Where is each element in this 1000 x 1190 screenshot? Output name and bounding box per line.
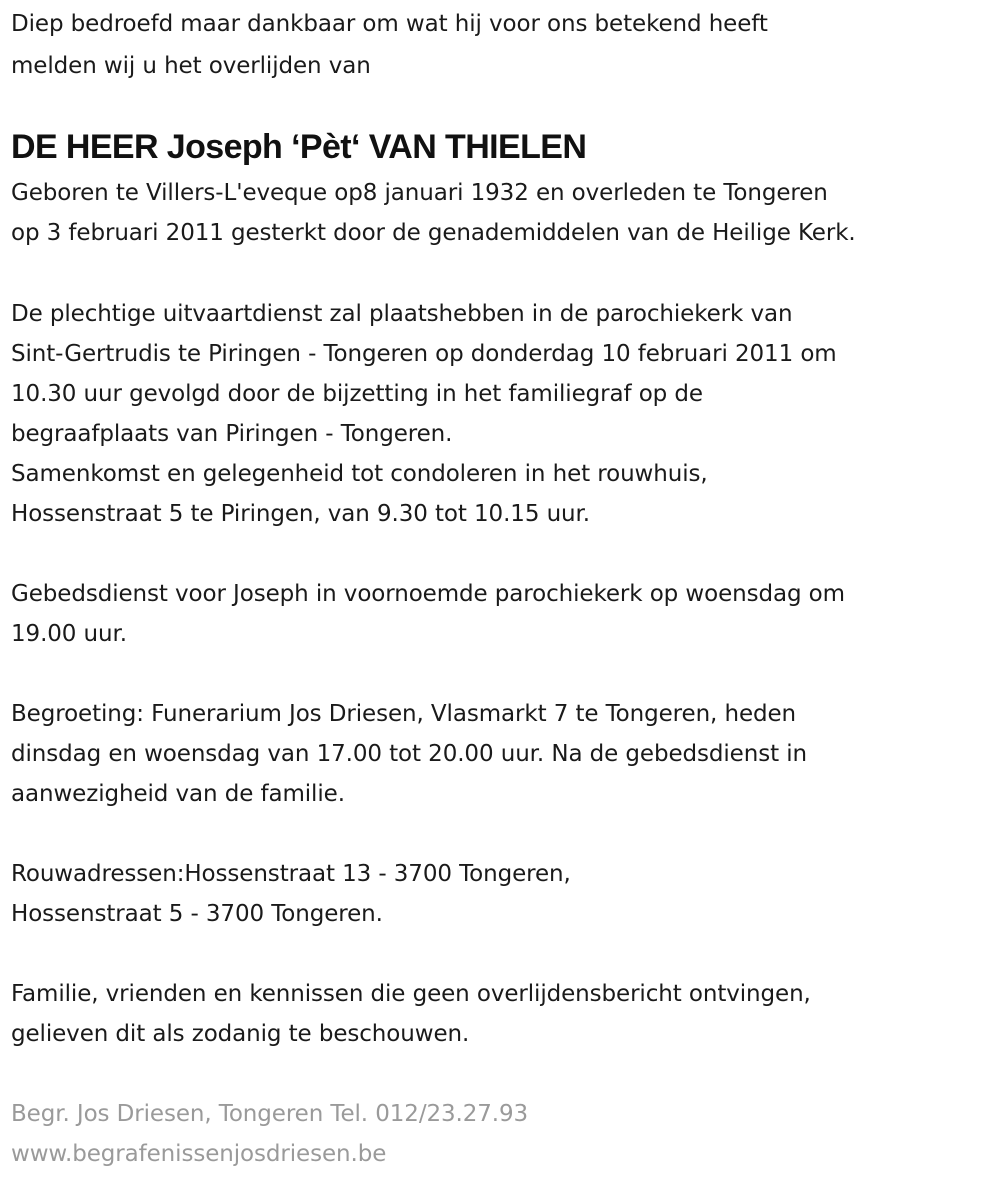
greeting-line: Begroeting: Funerarium Jos Driesen, Vlasmarkt 7 te Tongeren, heden	[11, 701, 797, 727]
prayer-line: Gebedsdienst voor Joseph in voornoemde parochiekerk op woensdag om	[11, 581, 845, 607]
notice-line: gelieven dit als zodanig te beschouwen.	[11, 1021, 470, 1047]
addresses-paragraph	[11, 854, 571, 934]
funeral-line: Samenkomst en gelegenheid tot condoleren in het rouwhuis,	[11, 461, 708, 487]
funeral-line: Hossenstraat 5 te Piringen, van 9.30 tot 10.15 uur.	[11, 501, 590, 527]
notice-line: Familie, vrienden en kennissen die geen overlijdensbericht ontvingen,	[11, 981, 811, 1007]
notice-paragraph	[11, 974, 811, 1054]
address-line: Rouwadressen:Hossenstraat 13 - 3700 Tongeren,	[11, 861, 571, 887]
funeral-line: 10.30 uur gevolgd door de bijzetting in het familiegraf op de	[11, 381, 703, 407]
prayer-line: 19.00 uur.	[11, 621, 127, 647]
greeting-paragraph	[11, 694, 807, 814]
intro-line: Diep bedroefd maar dankbaar om wat hij voor ons betekend heeft	[11, 11, 768, 37]
deceased-name-heading: DE HEER Joseph ‘Pèt‘ VAN THIELEN	[11, 128, 587, 166]
birth-line: op 3 februari 2011 gesterkt door de genademiddelen van de Heilige Kerk.	[11, 220, 856, 246]
funeral-paragraph	[11, 294, 837, 534]
intro-paragraph	[11, 4, 768, 86]
undertaker-website: www.begrafenissenjosdriesen.be	[11, 1141, 387, 1167]
undertaker-contact: Begr. Jos Driesen, Tongeren Tel. 012/23.27.93	[11, 1101, 529, 1127]
birth-line: Geboren te Villers-L'eveque op8 januari 1932 en overleden te Tongeren	[11, 180, 828, 206]
funeral-line: De plechtige uitvaartdienst zal plaatshebben in de parochiekerk van	[11, 301, 793, 327]
prayer-paragraph	[11, 574, 845, 654]
funeral-line: Sint-Gertrudis te Piringen - Tongeren op donderdag 10 februari 2011 om	[11, 341, 837, 367]
birth-death-paragraph	[11, 173, 856, 253]
address-line: Hossenstraat 5 - 3700 Tongeren.	[11, 901, 383, 927]
funeral-line: begraafplaats van Piringen - Tongeren.	[11, 421, 453, 447]
greeting-line: aanwezigheid van de familie.	[11, 781, 345, 807]
greeting-line: dinsdag en woensdag van 17.00 tot 20.00 uur. Na de gebedsdienst in	[11, 741, 807, 767]
intro-line: melden wij u het overlijden van	[11, 53, 371, 79]
undertaker-footer	[11, 1094, 528, 1174]
